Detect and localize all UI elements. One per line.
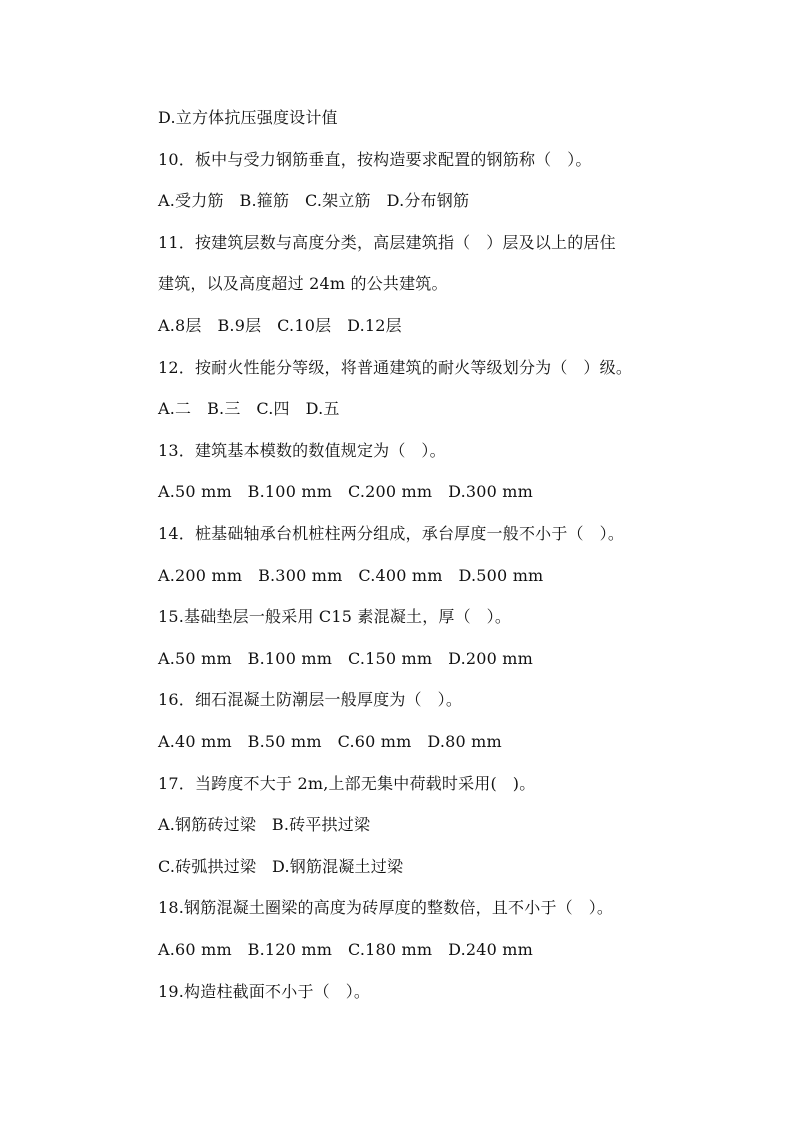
question-19: 19.构造柱截面不小于（ ）。 <box>158 982 371 1001</box>
options-15: A.50 mm B.100 mm C.150 mm D.200 mm <box>158 649 534 668</box>
options-10: A.受力筋 B.箍筋 C.架立筋 D.分布钢筋 <box>158 191 470 210</box>
question-18: 18.钢筋混凝土圈梁的高度为砖厚度的整数倍，且不小于（ ）。 <box>158 898 614 917</box>
options-16: A.40 mm B.50 mm C.60 mm D.80 mm <box>158 732 502 751</box>
options-12: A.二 B.三 C.四 D.五 <box>158 399 340 418</box>
question-17: 17．当跨度不大于 2m,上部无集中荷载时采用( )。 <box>158 774 536 793</box>
text-line: D.立方体抗压强度设计值 <box>158 108 338 127</box>
question-14: 14．桩基础轴承台机桩柱两分组成，承台厚度一般不小于（ ）。 <box>158 524 625 543</box>
options-17-c-d: C.砖弧拱过梁 D.钢筋混凝土过梁 <box>158 857 404 876</box>
question-12: 12．按耐火性能分等级，将普通建筑的耐火等级划分为（ ）级。 <box>158 358 633 377</box>
question-10: 10．板中与受力钢筋垂直，按构造要求配置的钢筋称（ ）。 <box>158 150 592 169</box>
question-11-cont: 建筑，以及高度超过 24m 的公共建筑。 <box>158 274 448 293</box>
question-15: 15.基础垫层一般采用 C15 素混凝土，厚（ ）。 <box>158 607 512 626</box>
question-13: 13．建筑基本模数的数值规定为（ ）。 <box>158 441 446 460</box>
options-18: A.60 mm B.120 mm C.180 mm D.240 mm <box>158 940 534 959</box>
options-17-a-b: A.钢筋砖过梁 B.砖平拱过梁 <box>158 815 371 834</box>
options-13: A.50 mm B.100 mm C.200 mm D.300 mm <box>158 482 534 501</box>
question-11: 11．按建筑层数与高度分类，高层建筑指（ ）层及以上的居住 <box>158 233 616 252</box>
options-11: A.8层 B.9层 C.10层 D.12层 <box>158 316 402 335</box>
question-16: 16．细石混凝土防潮层一般厚度为（ ）。 <box>158 690 463 709</box>
options-14: A.200 mm B.300 mm C.400 mm D.500 mm <box>158 566 544 585</box>
